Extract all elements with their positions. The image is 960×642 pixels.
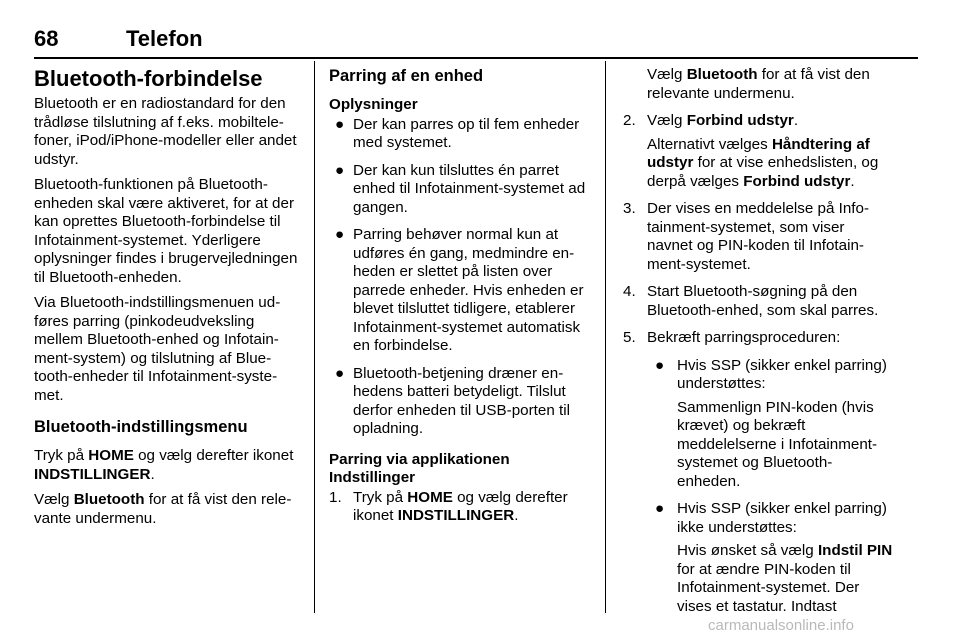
home-keyword: HOME bbox=[88, 447, 134, 464]
heading-bluetooth-settings-menu: Bluetooth-indstillingsmenu bbox=[34, 418, 248, 436]
column-1 bbox=[34, 66, 300, 535]
heading-bluetooth-connection: Bluetooth-forbindelse bbox=[34, 66, 263, 91]
step-4: 4. Start Bluetooth-søgning på den Bluetooth-enhed, som skal parres. bbox=[623, 283, 879, 319]
watermark: carmanualsonline.info bbox=[708, 617, 854, 634]
step-1-continued: Vælg Bluetooth for at få vist den relevante undermenu. bbox=[647, 66, 870, 102]
settings-keyword: INDSTILLINGER bbox=[34, 465, 151, 483]
connect-device-keyword: Forbind udstyr bbox=[743, 172, 851, 190]
bullet-item: ● Der kan kun tilsluttes én parret enhed til Infotainment-systemet ad gangen. bbox=[335, 161, 586, 216]
bullet-item: ● Bluetooth-betjening dræner enhedens batteri betydeligt. Tilslut derfor enheden til USB-porten til opladning. bbox=[335, 364, 570, 437]
step-number: 2. bbox=[623, 112, 636, 129]
step-number: 1. bbox=[329, 488, 342, 506]
settings-keyword: INDSTILLINGER bbox=[397, 507, 515, 524]
connect-device-keyword: Forbind udstyr bbox=[686, 112, 794, 129]
paragraph: Bluetooth er en radiostandard for den trådløse tilslutning af f.eks. mobiltelefoner, iPod/iPhone-modeller eller andet udstyr. bbox=[34, 95, 297, 168]
column-divider-1 bbox=[314, 61, 315, 613]
paragraph: Vælg Bluetooth for at få vist den relevante undermenu. bbox=[34, 491, 292, 527]
step-number: 4. bbox=[623, 283, 636, 300]
section-title: Telefon bbox=[126, 26, 203, 51]
paragraph: Bluetooth-funktionen på Bluetooth-enheden skal være aktiveret, for at der kan oprettes Bluetooth-forbindelse til Infotainment-systemet. Yderligere oplysninger findes i brugervejledningen til Bluetooth-enheden. bbox=[34, 176, 298, 286]
bullet-icon: ● bbox=[335, 115, 345, 133]
set-pin-keyword: Indstil PIN bbox=[817, 542, 893, 559]
sub-bullet-ssp-supported: ● Hvis SSP (sikker enkel parring) understøttes: Sammenlign PIN-koden (hvis krævet) og bekræft meddelelserne i Infotainment-systemet og Bluetooth-enheden. bbox=[655, 356, 887, 490]
bluetooth-keyword: Bluetooth bbox=[686, 66, 758, 83]
column-divider-2 bbox=[605, 61, 606, 613]
page-header bbox=[30, 26, 910, 56]
heading-pairing-via-app: Parring via applikationen Indstillinger bbox=[329, 450, 510, 486]
paragraph: Via Bluetooth-indstillingsmenuen udføres parring (pinkodeudveksling mellem Bluetooth-enhed og Infotainment-system) og tilslutning af Bluetooth-enheder til Infotainment-systemet. bbox=[34, 294, 281, 404]
bluetooth-keyword: Bluetooth bbox=[73, 491, 145, 508]
step-3: 3. Der vises en meddelelse på Infotainment-systemet, som viser navnet og PIN-koden til Infotainment-systemet. bbox=[623, 200, 870, 273]
bullet-icon: ● bbox=[655, 356, 665, 374]
sub-bullet-ssp-not-supported: ● Hvis SSP (sikker enkel parring) ikke understøttes: Hvis ønsket så vælg Indstil PIN for at ændre PIN-koden til Infotainment-systemet. Der vises et tastatur. Indtast bbox=[655, 500, 893, 615]
step-5: 5. Bekræft parringsproceduren: bbox=[623, 329, 841, 346]
bullet-item: ● Parring behøver normal kun at udføres én gang, medmindre enheden er slettet på listen over parrede enheder. Hvis enheden er blevet tilsluttet tidligere, etablerer Infotainment-systemet automatisk en forbindelse. bbox=[335, 226, 584, 354]
home-keyword: HOME bbox=[407, 488, 453, 506]
bullet-icon: ● bbox=[335, 226, 345, 243]
page-number: 68 bbox=[34, 26, 59, 51]
header-rule bbox=[34, 57, 918, 59]
bullet-item: ● Der kan parres op til fem enheder med systemet. bbox=[335, 115, 580, 151]
heading-pairing: Parring af en enhed bbox=[329, 67, 484, 85]
manage-devices-keyword: Håndtering af udstyr bbox=[647, 135, 870, 171]
heading-information: Oplysninger bbox=[329, 96, 418, 113]
step-number: 5. bbox=[623, 329, 636, 346]
step-2: 2. Vælg Forbind udstyr. Alternativt vælges Håndtering af udstyr for at vise enhedslisten, og derpå vælges Forbind udstyr. bbox=[623, 112, 879, 190]
step-number: 3. bbox=[623, 200, 636, 217]
column-3 bbox=[623, 66, 893, 625]
bullet-icon: ● bbox=[335, 161, 345, 179]
column-2 bbox=[329, 66, 595, 535]
bullet-icon: ● bbox=[655, 500, 665, 517]
step-1: 1. Tryk på HOME og vælg derefter ikonet INDSTILLINGER. bbox=[329, 488, 568, 524]
paragraph: Tryk på HOME og vælg derefter ikonet INDSTILLINGER. bbox=[34, 447, 294, 483]
bullet-icon: ● bbox=[335, 364, 345, 382]
